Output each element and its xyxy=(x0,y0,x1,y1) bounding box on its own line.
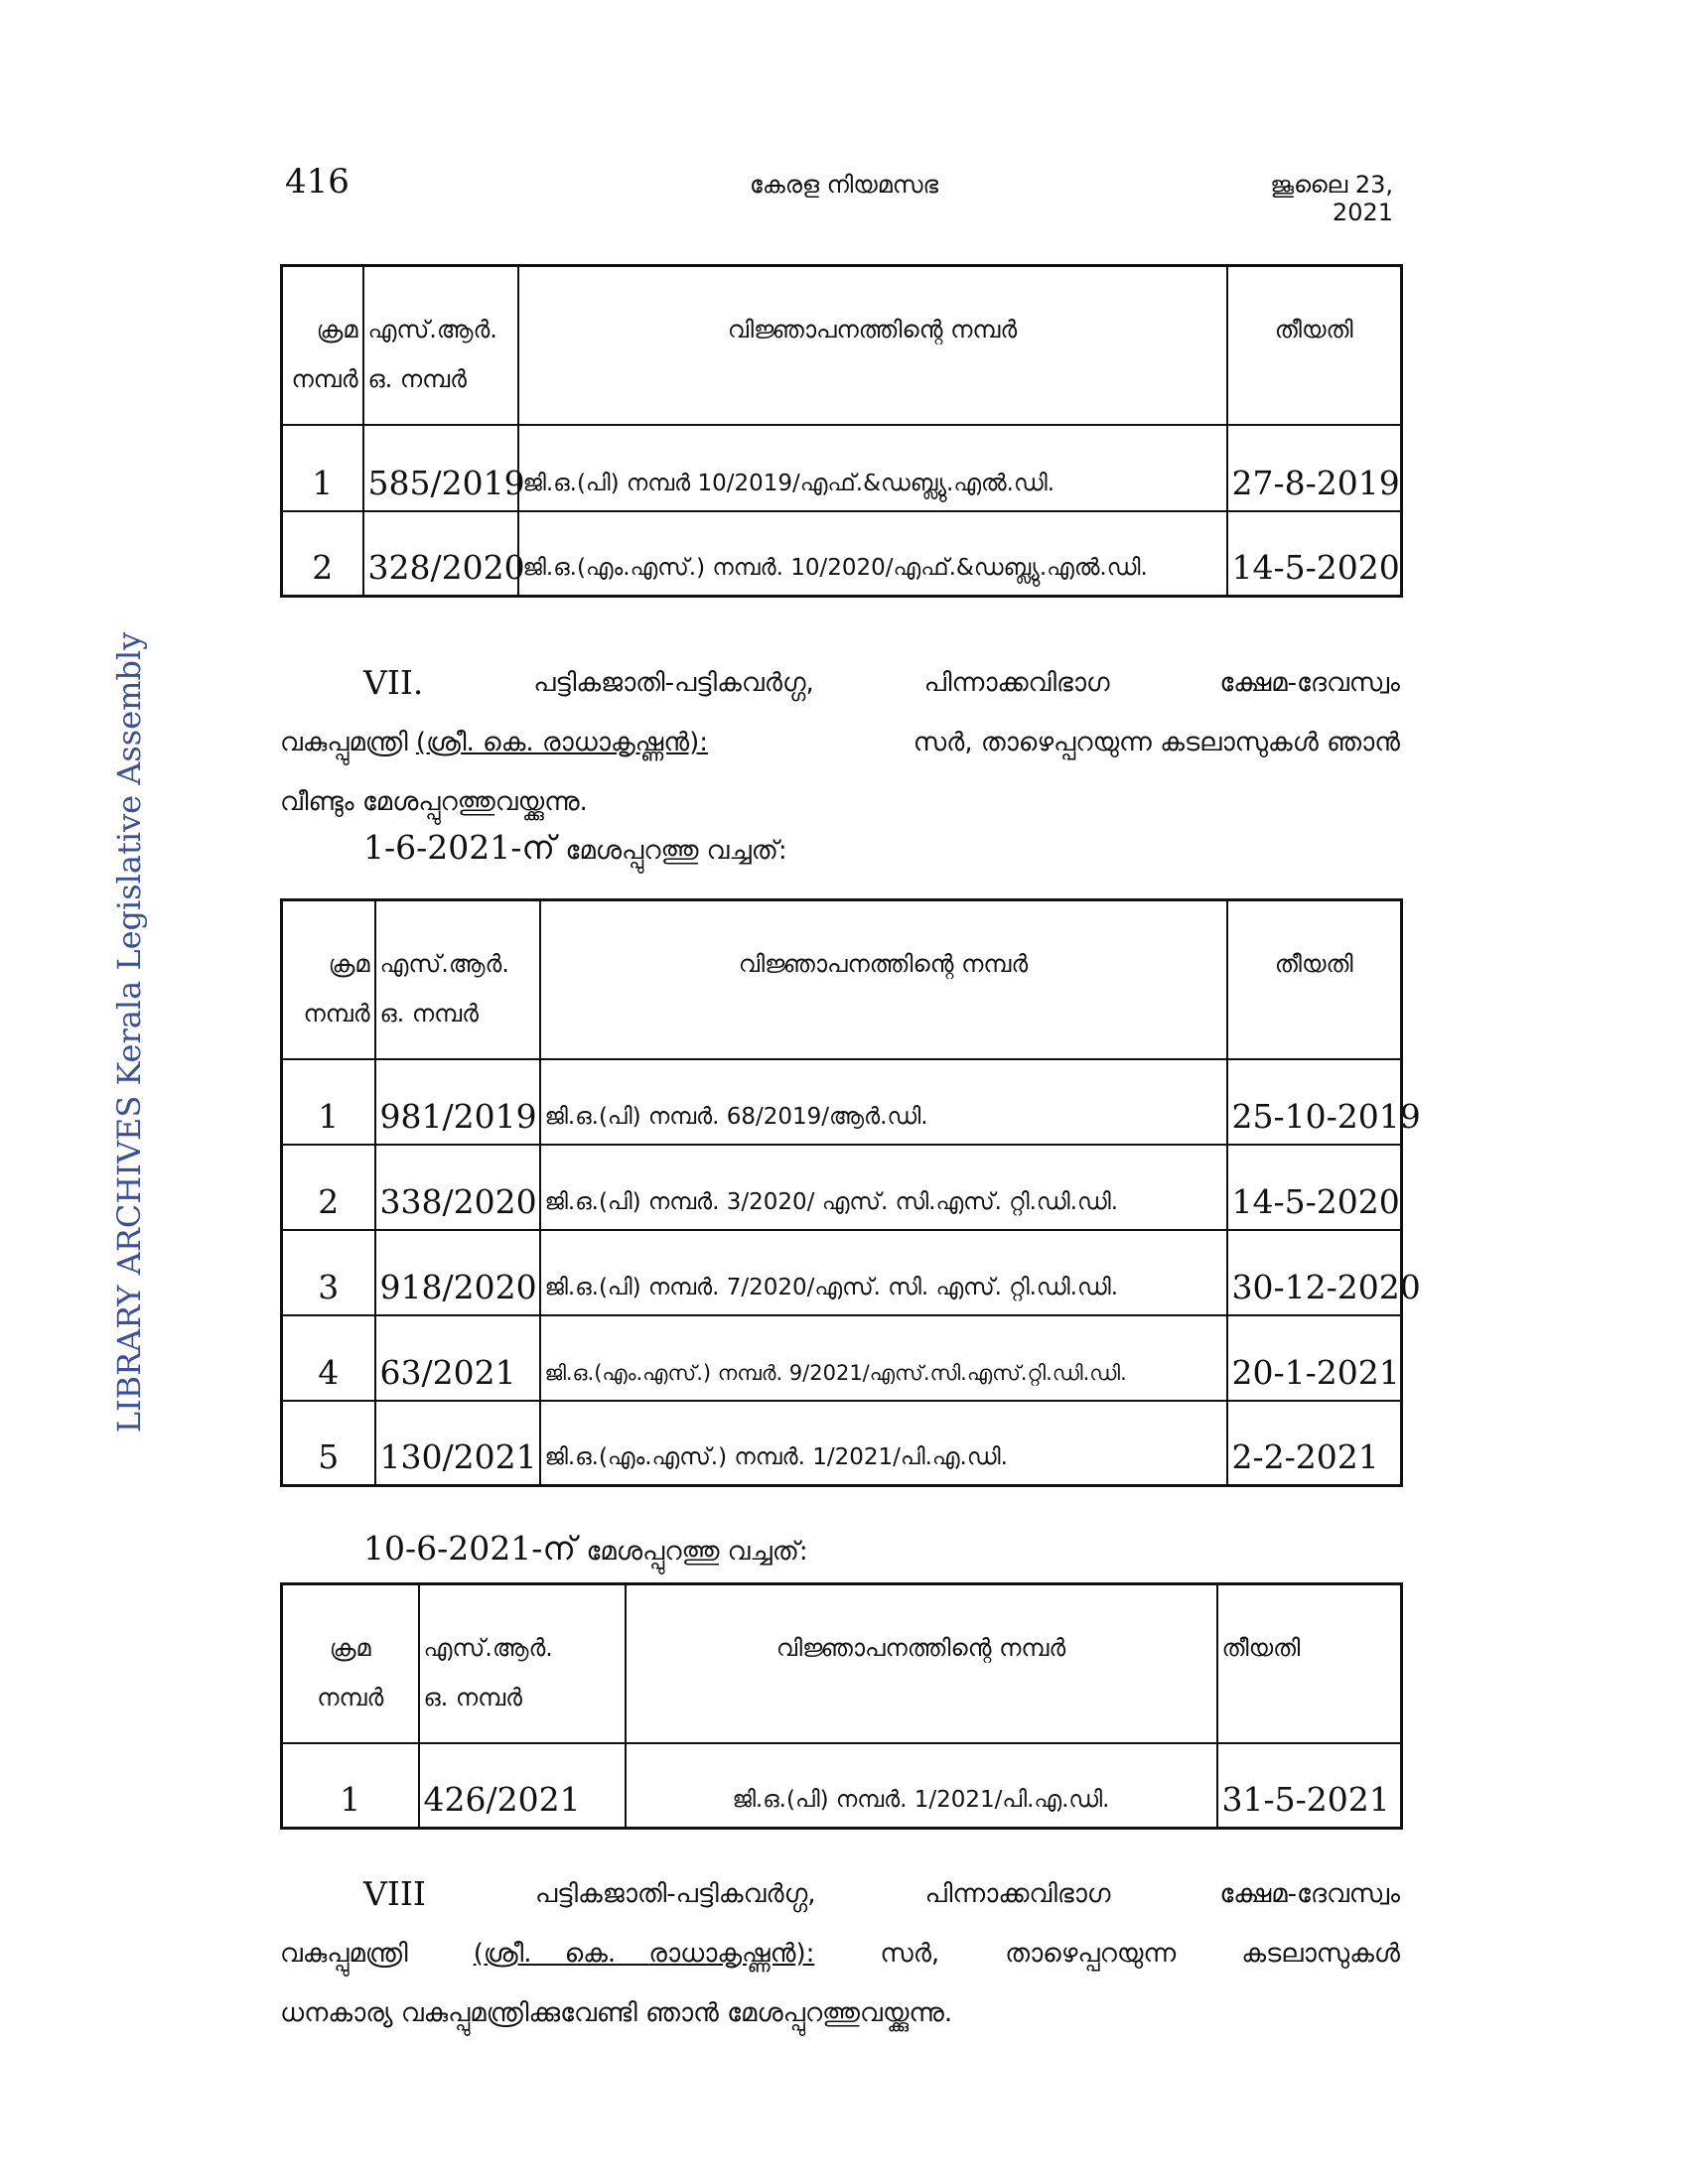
col-sl-header xyxy=(282,1584,419,1743)
col-date-header: തീയതി xyxy=(1227,266,1402,425)
table-row xyxy=(282,1315,1402,1401)
word: കടലാസുകൾ xyxy=(1241,1939,1400,1969)
cell-date: 31-5-2021 xyxy=(1217,1743,1402,1829)
word: പിന്നാക്കവിഭാഗ xyxy=(924,1879,1111,1909)
speaker-name: (ശ്രീ. കെ. രാധാകൃഷ്ണൻ): xyxy=(415,728,708,757)
col-sl-label-1: ക്രമ xyxy=(328,950,370,978)
section-vii-number: VII. xyxy=(363,663,424,702)
word: താഴെപ്പറയുന്ന xyxy=(1005,1939,1177,1969)
section-vii-line-3 xyxy=(280,772,1400,832)
section-viii-line-3 xyxy=(280,1983,1400,2043)
word: (ശ്രീ. xyxy=(473,1939,532,1969)
cell-notification: ജി.ഒ.(എം.എസ്.) നമ്പർ. 1/2021/പി.എ.ഡി. xyxy=(540,1401,1227,1486)
col-notification-header: വിജ്ഞാപനത്തിന്റെ നമ്പർ xyxy=(518,266,1227,425)
cell-sl: 2 xyxy=(282,511,363,597)
subheading-2 xyxy=(363,1529,808,1569)
cell-notification: ജി.ഒ.(പി) നമ്പർ. 68/2019/ആർ.ഡി. xyxy=(540,1059,1227,1145)
table-header-row xyxy=(282,266,1402,425)
word: കെ. xyxy=(564,1939,617,1969)
underlined-text: ത്തു xyxy=(457,787,495,817)
cell-notification: ജി.ഒ.(എം.എസ്.) നമ്പർ. 10/2020/എഫ്.&ഡബ്ല്യു.എൽ.ഡി. xyxy=(518,511,1227,597)
cell-sl: 1 xyxy=(282,425,363,511)
word: വകുപ്പുമന്ത്രി xyxy=(280,1939,408,1969)
col-sl-header xyxy=(282,266,363,425)
cell-sl: 1 xyxy=(282,1059,375,1145)
underlined-text: ത്തു xyxy=(681,1537,720,1567)
subheading-date: 1-6-2021-ന് xyxy=(363,828,556,867)
cell-sl: 2 xyxy=(282,1145,375,1230)
cell-notification: ജി.ഒ.(പി) നമ്പർ 10/2019/എഫ്.&ഡബ്ല്യു.എൽ.ഡി. xyxy=(518,425,1227,511)
col-sro-header xyxy=(363,266,518,425)
section-vii-text: സർ, താഴെപ്പറയുന്ന കടലാസുകൾ ഞാൻ xyxy=(913,728,1400,757)
word: പിന്നാക്കവിഭാഗ xyxy=(923,668,1110,698)
cell-date: 14-5-2020 xyxy=(1227,1145,1402,1230)
cell-sro: 130/2021 xyxy=(375,1401,540,1486)
cell-sro: 918/2020 xyxy=(375,1230,540,1315)
table-1 xyxy=(280,264,1403,598)
word: ക്ഷേമ-ദേവസ്വം xyxy=(1219,668,1400,698)
section-viii-line-1 xyxy=(280,1864,1400,1924)
text-part: വച്ചത്: xyxy=(698,836,787,866)
text-part: ധനകാര്യ വകുപ്പുമന്ത്രിക്കുവേണ്ടി ഞാൻ മേശപ്പുറ xyxy=(280,1998,823,2028)
cell-date: 25-10-2019 xyxy=(1227,1059,1402,1145)
col-sl-label-2: നമ്പർ xyxy=(303,1000,370,1027)
cell-sro: 426/2021 xyxy=(419,1743,626,1829)
section-viii-line-2 xyxy=(280,1924,1400,1983)
speaker-name xyxy=(474,1924,815,1983)
table-row xyxy=(282,425,1402,511)
col-sro-header xyxy=(375,900,540,1059)
table-row xyxy=(282,511,1402,597)
cell-sro: 981/2019 xyxy=(375,1059,540,1145)
word: ക്ഷേമ-ദേവസ്വം xyxy=(1219,1879,1400,1909)
section-vii-line-1 xyxy=(280,653,1400,713)
cell-sl: 3 xyxy=(282,1230,375,1315)
minister-title: വകുപ്പുമന്ത്രി xyxy=(280,728,408,757)
word: സർ, xyxy=(880,1939,940,1969)
table-row xyxy=(282,1145,1402,1230)
table-3 xyxy=(280,1582,1403,1830)
cell-date: 20-1-2021 xyxy=(1227,1315,1402,1401)
cell-notification: ജി.ഒ.(പി) നമ്പർ. 3/2020/ എസ്. സി.എസ്. റ്റി.ഡി.ഡി. xyxy=(540,1145,1227,1230)
table-2 xyxy=(280,898,1421,1487)
cell-date: 30-12-2020 xyxy=(1227,1230,1402,1315)
cell-sl: 5 xyxy=(282,1401,375,1486)
word: പട്ടികജാതി-പട്ടികവർഗ്ഗ, xyxy=(534,1879,816,1909)
col-sro-label-1: എസ്.ആർ. xyxy=(379,950,509,978)
col-sro-label-2: ഒ. നമ്പർ xyxy=(423,1684,522,1711)
col-sl-label-1: ക്രമ xyxy=(316,316,358,343)
cell-date: 14-5-2020 xyxy=(1227,511,1402,597)
table-row xyxy=(282,1743,1402,1829)
running-title: കേരള നിയമസഭ xyxy=(749,171,939,199)
section-viii-paragraph xyxy=(280,1864,1400,2043)
subheading-date: 10-6-2021-ന് xyxy=(363,1529,577,1568)
col-sl-label-2: നമ്പർ xyxy=(317,1684,384,1711)
section-viii-number: VIII xyxy=(363,1874,426,1913)
table-header-row xyxy=(282,900,1402,1059)
col-sl-label-2: നമ്പർ xyxy=(291,365,358,393)
table-header-row xyxy=(282,1584,1402,1743)
cell-sro: 328/2020 xyxy=(363,511,518,597)
col-notification-header: വിജ്ഞാപനത്തിന്റെ നമ്പർ xyxy=(540,900,1227,1059)
col-sl-label-1: ക്രമ xyxy=(329,1634,371,1662)
text-part: മേശപ്പുറ xyxy=(565,836,661,866)
section-vii-line-2 xyxy=(280,713,1400,772)
text-part: വീണ്ടും മേശപ്പുറ xyxy=(280,787,458,817)
page-number: 416 xyxy=(285,162,350,202)
col-sro-label-2: ഒ. നമ്പർ xyxy=(367,365,467,393)
col-sro-label-1: എസ്.ആർ. xyxy=(367,316,497,343)
word: പട്ടികജാതി-പട്ടികവർഗ്ഗ, xyxy=(533,668,814,698)
cell-sl: 1 xyxy=(282,1743,419,1829)
text-part: മേശപ്പുറ xyxy=(586,1537,682,1567)
cell-sro: 585/2019 xyxy=(363,425,518,511)
cell-notification: ജി.ഒ.(എം.എസ്.) നമ്പർ. 9/2021/എസ്.സി.എസ്.റ്റി.ഡി.ഡി. xyxy=(540,1315,1227,1401)
word: രാധാകൃഷ്ണൻ): xyxy=(648,1939,815,1969)
col-sro-header xyxy=(419,1584,626,1743)
col-notification-header: വിജ്ഞാപനത്തിന്റെ നമ്പർ xyxy=(626,1584,1217,1743)
text-part: വയ്ക്കുന്നു. xyxy=(494,787,588,817)
cell-sro: 338/2020 xyxy=(375,1145,540,1230)
col-sro-label-1: എസ്.ആർ. xyxy=(423,1634,553,1662)
col-sro-label-2: ഒ. നമ്പർ xyxy=(379,1000,479,1027)
text-part: വയ്ക്കുന്നു. xyxy=(860,1998,953,2028)
col-date-header: തീയതി xyxy=(1217,1584,1402,1743)
cell-date: 2-2-2021 xyxy=(1227,1401,1402,1486)
subheading-1 xyxy=(363,828,787,868)
section-vii-paragraph xyxy=(280,653,1400,832)
watermark-text: LIBRARY ARCHIVES Kerala Legislative Assembly xyxy=(110,631,148,1433)
cell-notification: ജി.ഒ.(പി) നമ്പർ. 7/2020/എസ്. സി. എസ്. റ്റി.ഡി.ഡി. xyxy=(540,1230,1227,1315)
table-row xyxy=(282,1230,1402,1315)
table-row xyxy=(282,1059,1402,1145)
page-date: ജൂലൈ 23, 2021 xyxy=(1270,171,1393,226)
col-date-header: തീയതി xyxy=(1227,900,1402,1059)
table-row xyxy=(282,1401,1402,1486)
cell-sro: 63/2021 xyxy=(375,1315,540,1401)
cell-notification: ജി.ഒ.(പി) നമ്പർ. 1/2021/പി.എ.ഡി. xyxy=(626,1743,1217,1829)
underlined-text: ത്തു xyxy=(822,1998,861,2028)
text-part: വച്ചത്: xyxy=(719,1537,808,1567)
cell-sl: 4 xyxy=(282,1315,375,1401)
cell-date: 27-8-2019 xyxy=(1227,425,1402,511)
underlined-text: ത്തു xyxy=(660,836,699,866)
col-sl-header xyxy=(282,900,375,1059)
